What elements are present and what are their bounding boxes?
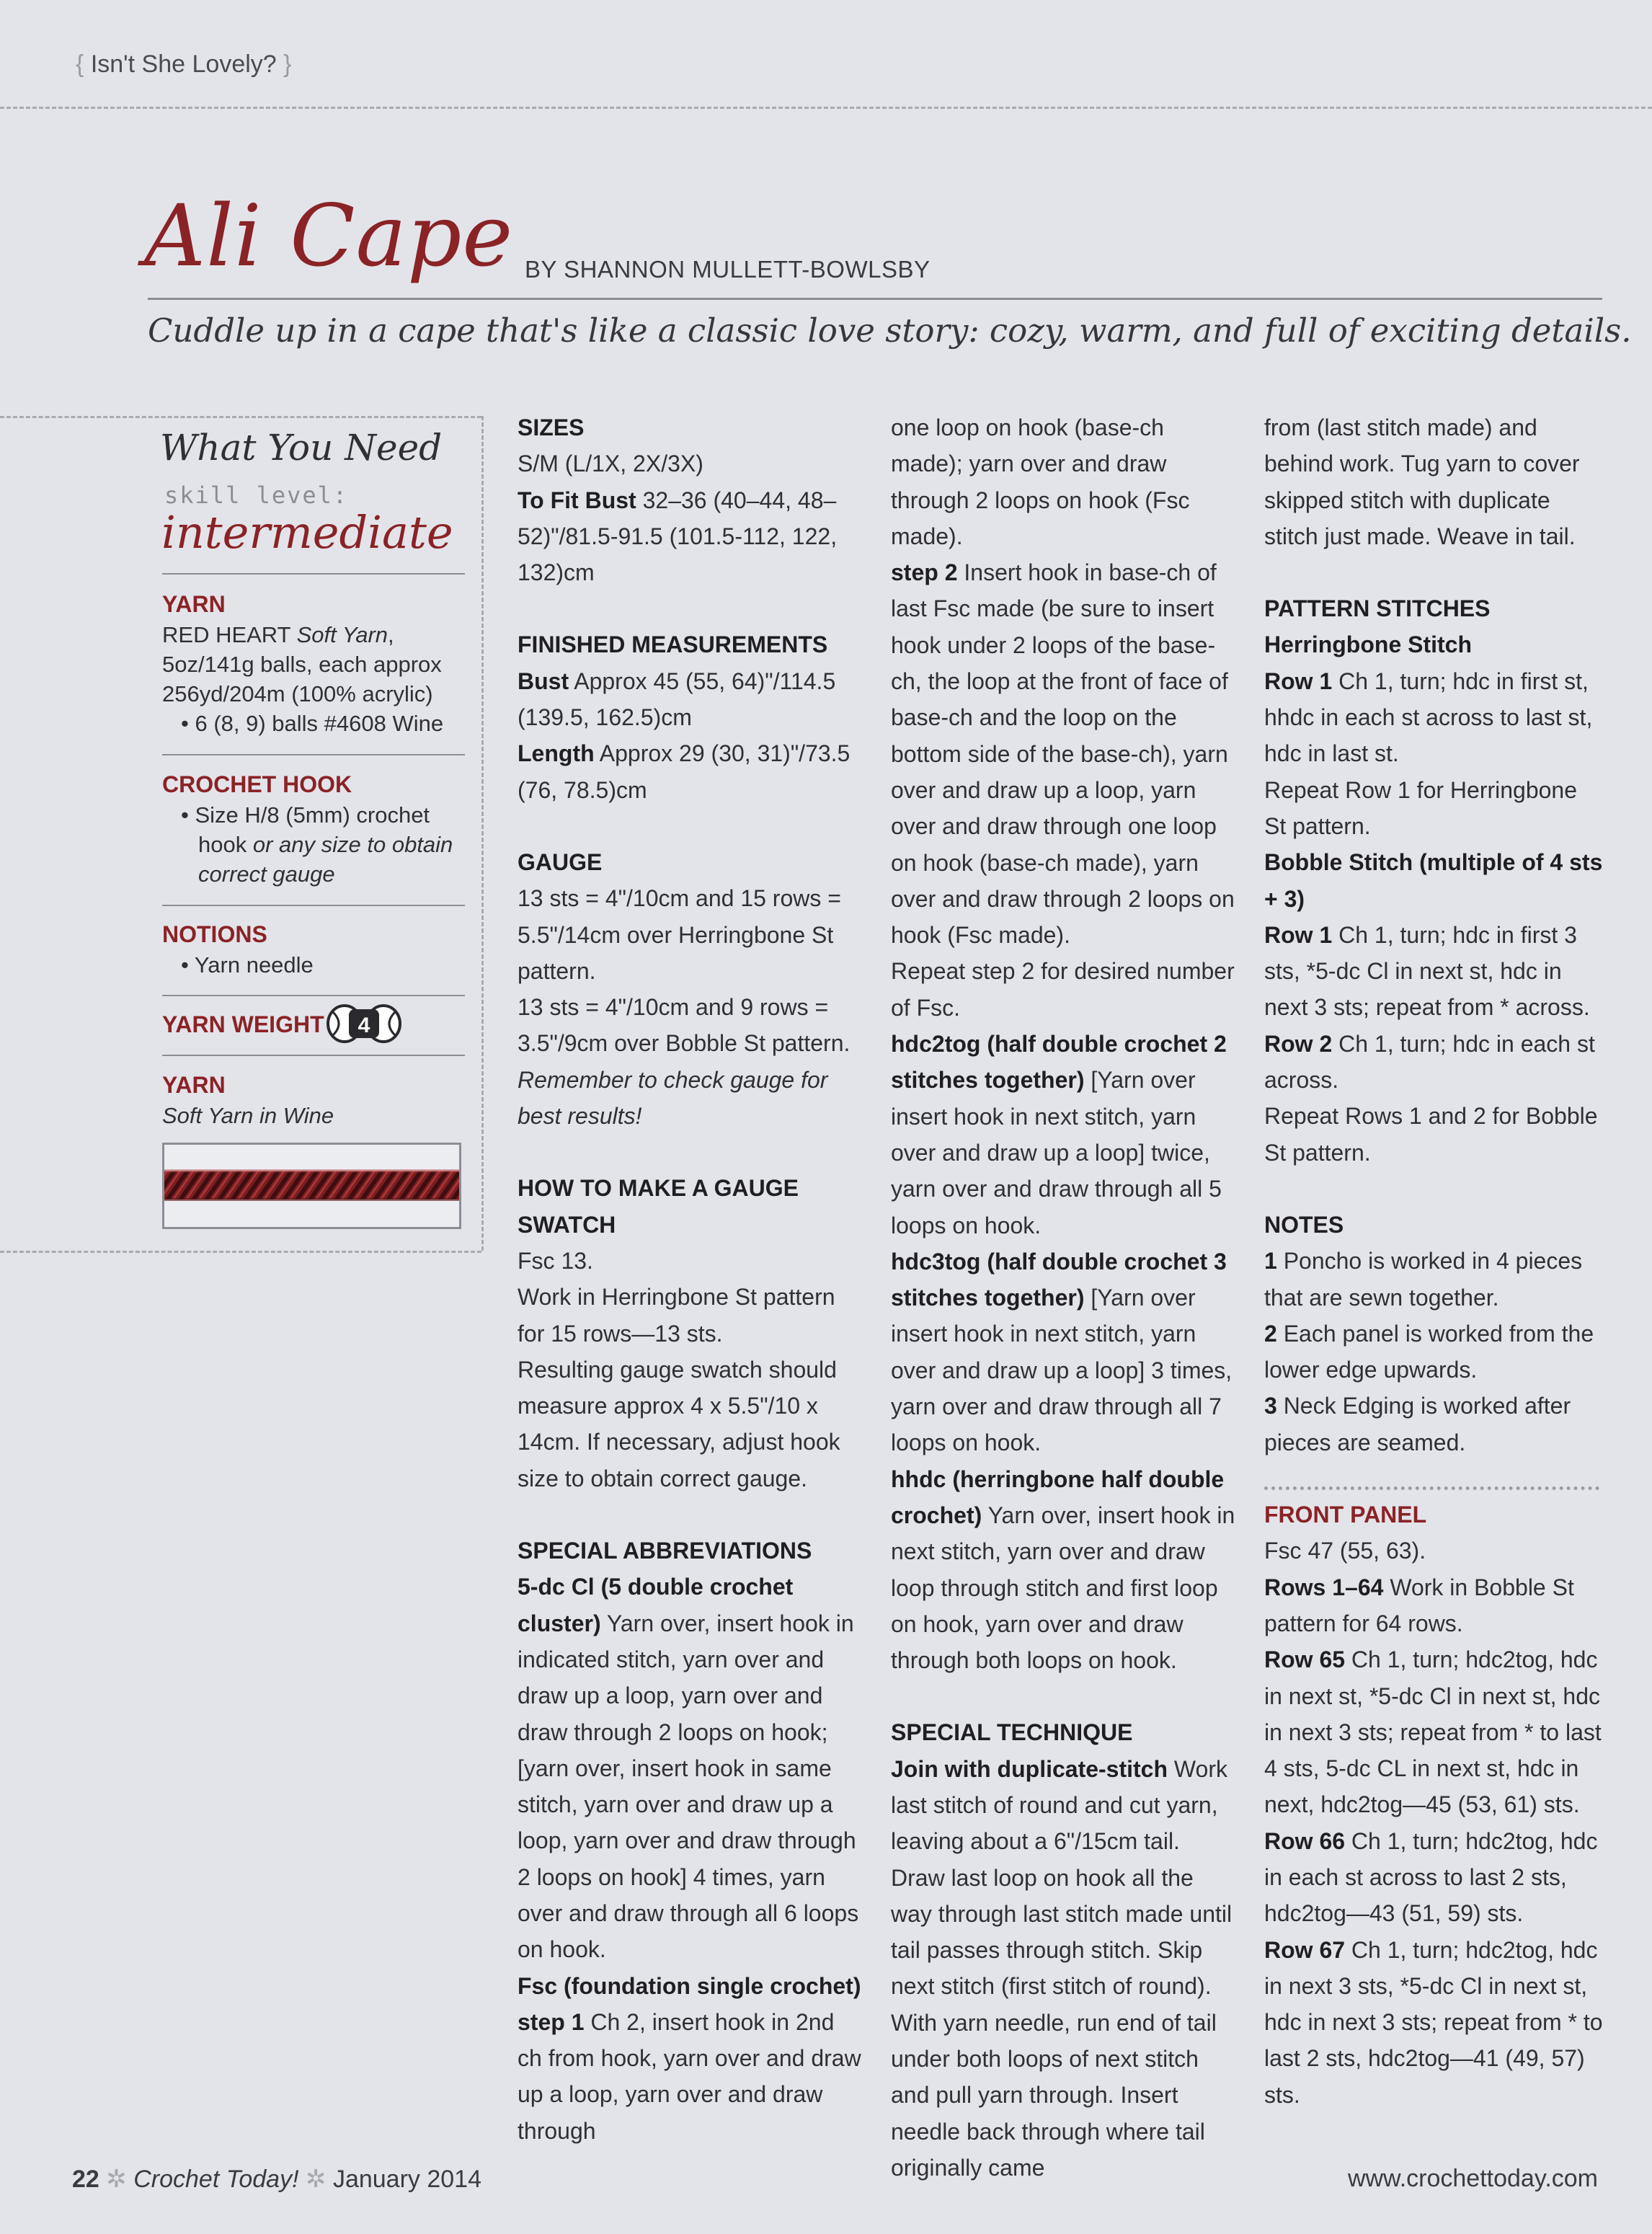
row-65: Row 65 Ch 1, turn; hdc2tog, hdc in next st, *5-dc Cl in next st, hdc in next 3 sts; repeat from * to last 4 sts, 5-dc CL in next st, hdc in next, hdc2tog—45 (53, 61) sts. xyxy=(1264,1646,1602,1818)
herringbone-heading: Herringbone Stitch xyxy=(1264,631,1473,658)
technique-heading: SPECIAL TECHNIQUE xyxy=(891,1719,1133,1746)
page-number: 22 xyxy=(72,2166,99,2193)
footer-url[interactable]: www.crochettoday.com xyxy=(1347,2165,1598,2192)
yarn-weight-badge-icon xyxy=(326,1003,402,1044)
note-1: 1 Poncho is worked in 4 pieces that are sewn together. xyxy=(1264,1248,1583,1311)
note-3: 3 Neck Edging is worked after pieces are seamed. xyxy=(1264,1393,1571,1455)
fit-bust: To Fit Bust 32–36 (40–44, 48–52)"/81.5-91.5 (101.5-112, 122, 132)cm xyxy=(518,487,838,586)
magazine-name: Crochet Today! xyxy=(133,2166,299,2193)
page-title: Ali Cape xyxy=(144,186,514,285)
column-1 xyxy=(518,409,863,2149)
swatch-line: Work in Herringbone St pattern for 15 rows—13 sts. xyxy=(518,1284,835,1347)
yarn-swatch-image xyxy=(162,1143,461,1229)
swatch-line: Fsc 13. xyxy=(518,1247,593,1274)
byline: BY SHANNON MULLETT-BOWLSBY xyxy=(525,256,931,283)
sidebar-rule xyxy=(162,754,465,755)
sidebar-bottom-border xyxy=(0,1251,481,1253)
note-2: 2 Each panel is worked from the lower edge upwards. xyxy=(1264,1320,1594,1383)
hdc2tog-definition: hdc2tog (half double crochet 2 stitches together) [Yarn over insert hook in next stitch, yarn over and draw up a loop] twice, yarn over and draw through all 5 loops on hook. xyxy=(891,1031,1227,1238)
rows-1-64: Rows 1–64 Work in Bobble St pattern for 64 rows. xyxy=(1264,1574,1574,1636)
hhdc-definition: hhdc (herringbone half double crochet) Yarn over, insert hook in next stitch, yarn over and draw loop through stitch and first loop on hook, yarn over and draw through both loops on hook. xyxy=(891,1466,1235,1674)
skill-level-value: intermediate xyxy=(161,506,453,559)
notions-heading: NOTIONS xyxy=(162,921,267,947)
hook-description: • Size H/8 (5mm) crochet hook or any size to obtain correct gauge xyxy=(181,802,453,887)
yarn-swatch-heading: YARN xyxy=(162,1072,226,1098)
row-66: Row 66 Ch 1, turn; hdc2tog, hdc in each st across to last 2 sts, hdc2tog—43 (51, 59) sts. xyxy=(1264,1827,1598,1927)
fsc-step1-continued: one loop on hook (base-ch made); yarn over and draw through 2 loops on hook (Fsc made). xyxy=(891,415,1190,549)
yarn-strand-icon xyxy=(164,1145,459,1227)
fsc-step1: step 1 Ch 2, insert hook in 2nd ch from hook, yarn over and draw up a loop, yarn over and draw through xyxy=(518,2008,861,2144)
sidebar-rule xyxy=(162,905,465,906)
gauge-note: Remember to check gauge for best results! xyxy=(518,1066,828,1130)
column-3 xyxy=(1264,409,1603,2113)
notes-heading: NOTES xyxy=(1264,1211,1344,1238)
sidebar-rule xyxy=(162,1055,465,1056)
fsc-repeat: Repeat step 2 for desired number of Fsc. xyxy=(891,958,1235,1021)
yarn-weight-number: 4 xyxy=(358,1014,370,1037)
column-2 xyxy=(891,409,1237,2186)
herringbone-repeat: Repeat Row 1 for Herringbone St pattern. xyxy=(1264,776,1578,839)
front-panel-heading: FRONT PANEL xyxy=(1264,1502,1427,1528)
title-rule xyxy=(148,298,1602,300)
pattern-stitches-heading: PATTERN STITCHES xyxy=(1264,595,1491,622)
issue-date: January 2014 xyxy=(332,2166,481,2193)
sidebar-right-border xyxy=(481,416,484,1251)
join-technique: Join with duplicate-stitch Work last stitch of round and cut yarn, leaving about a 6"/15cm tail. Draw last loop on hook all the way through last stitch made until tail passes through stitch. Skip next stitch (first stitch of round). With yarn needle, run end of tail under both loops of next stitch and pull yarn through. Insert needle back through where tail originally came xyxy=(891,1755,1233,2181)
star-icon: ✲ xyxy=(106,2166,134,2193)
what-you-need-title: What You Need xyxy=(160,427,443,469)
yarn-heading: YARN xyxy=(162,591,226,617)
abbreviations-heading: SPECIAL ABBREVIATIONS xyxy=(518,1538,812,1564)
sizes-heading: SIZES xyxy=(518,415,585,440)
bobble-row2: Row 2 Ch 1, turn; hdc in each st across. xyxy=(1264,1030,1595,1094)
front-panel-divider xyxy=(1264,1486,1599,1490)
yarn-bullet: • 6 (8, 9) balls #4608 Wine xyxy=(181,711,444,736)
notions-description: • Yarn needle xyxy=(181,952,314,978)
sidebar-rule xyxy=(162,573,465,575)
bobble-repeat: Repeat Rows 1 and 2 for Bobble St pattern. xyxy=(1264,1103,1598,1166)
skill-level-label: skill level: xyxy=(164,482,349,509)
fsc-heading: Fsc (foundation single crochet) xyxy=(518,1972,861,1999)
yarn-swatch-label: Soft Yarn in Wine xyxy=(162,1103,334,1128)
cluster-definition: 5-dc Cl (5 double crochet cluster) Yarn over, insert hook in indicated stitch, yarn over and draw up a loop, yarn over and draw through 2 loops on hook; [yarn over, insert hook in same stitch, yarn over and draw up a loop, yarn over and draw through 2 loops on hook] 4 times, yarn over and draw through all 6 loops on hook. xyxy=(518,1574,859,1963)
swatch-heading: HOW TO MAKE A GAUGE SWATCH xyxy=(518,1175,799,1238)
header-divider xyxy=(0,107,1652,109)
bust-measure: Bust Approx 45 (55, 64)"/114.5 (139.5, 162.5)cm xyxy=(518,668,836,731)
gauge-line: 13 sts = 4"/10cm and 15 rows = 5.5"/14cm over Herringbone St pattern. xyxy=(518,885,841,984)
sizes-text: S/M (L/1X, 2X/3X) xyxy=(518,451,703,477)
yarn-description: RED HEART Soft Yarn, 5oz/141g balls, each approx 256yd/204m (100% acrylic) • 6 (8, 9) balls #4608 Wine xyxy=(162,620,472,738)
bobble-row1: Row 1 Ch 1, turn; hdc in first 3 sts, *5-dc Cl in next st, hdc in next 3 sts; repeat from * across. xyxy=(1264,921,1590,1021)
gauge-heading: GAUGE xyxy=(518,848,603,875)
sidebar-rule xyxy=(162,995,465,996)
length-measure: Length Approx 29 (30, 31)"/73.5 (76, 78.5)cm xyxy=(518,740,851,803)
hook-heading: CROCHET HOOK xyxy=(162,771,352,797)
star-icon: ✲ xyxy=(306,2166,333,2193)
finished-heading: FINISHED MEASUREMENTS xyxy=(518,631,828,658)
row-67: Row 67 Ch 1, turn; hdc2tog, hdc in next 3 sts, *5-dc Cl in next st, hdc in next 3 sts; repeat from * to last 2 sts, hdc2tog—41 (49, 57) sts. xyxy=(1264,1936,1603,2108)
herringbone-row1: Row 1 Ch 1, turn; hdc in first st, hhdc in each st across to last st, hdc in last st. xyxy=(1264,668,1593,767)
tagline: Cuddle up in a cape that's like a classic love story: cozy, warm, and full of exciting details. xyxy=(148,311,1632,350)
yarn-weight-heading: YARN WEIGHT xyxy=(162,1011,324,1037)
fsc-step2: step 2 Insert hook in base-ch of last Fsc made (be sure to insert hook under 2 loops of the base-ch, the loop at the front of face of base-ch and the loop on the bottom side of the base-ch), yarn over and draw up a loop, yarn over and draw through one loop on hook (base-ch made), yarn over and draw through 2 loops on hook (Fsc made). xyxy=(891,559,1235,949)
bobble-heading: Bobble Stitch (multiple of 4 sts + 3) xyxy=(1264,849,1603,912)
front-panel-fsc: Fsc 47 (55, 63). xyxy=(1264,1538,1426,1564)
join-continued: from (last stitch made) and behind work. Tug yarn to cover skipped stitch with duplicate stitch just made. Weave in tail. xyxy=(1264,415,1580,549)
gauge-line: 13 sts = 4"/10cm and 9 rows = 3.5"/9cm over Bobble St pattern. xyxy=(518,994,851,1057)
footer-folio xyxy=(72,2165,481,2194)
swatch-line: Resulting gauge swatch should measure approx 4 x 5.5"/10 x 14cm. If necessary, adjust hook size to obtain correct gauge. xyxy=(518,1356,840,1491)
section-tag: { Isn't She Lovely? } xyxy=(76,50,292,78)
hdc3tog-definition: hdc3tog (half double crochet 3 stitches together) [Yarn over insert hook in next stitch, yarn over and draw up a loop] 3 times, yarn over and draw through all 7 loops on hook. xyxy=(891,1248,1233,1456)
sidebar-top-border xyxy=(0,416,481,418)
